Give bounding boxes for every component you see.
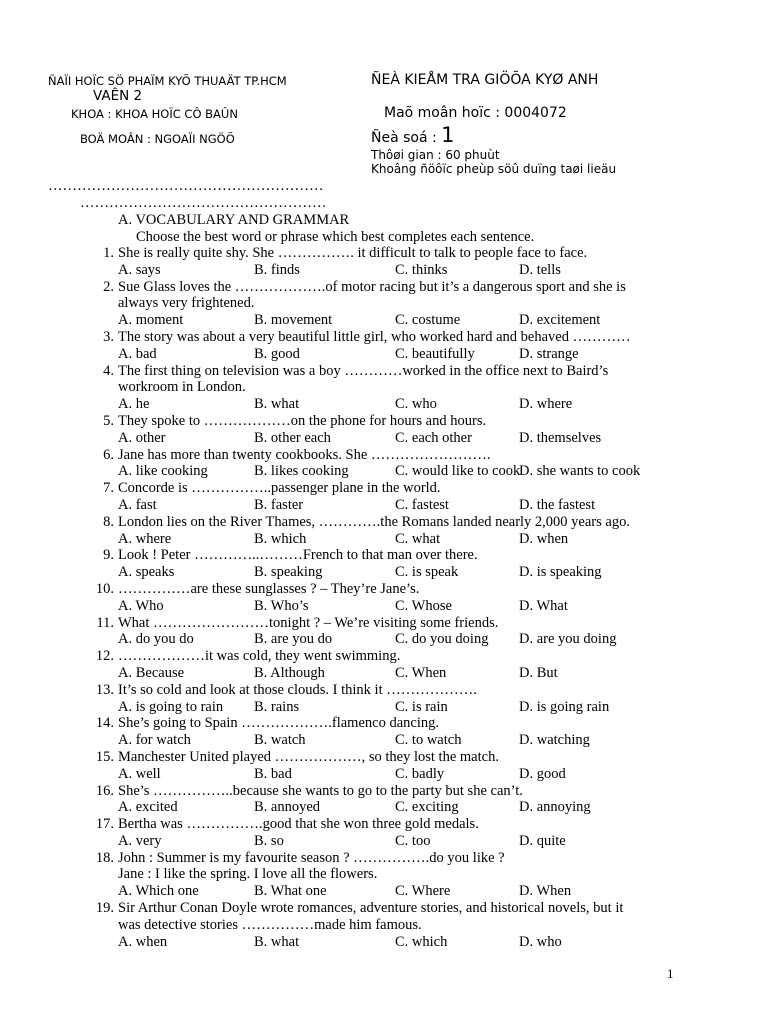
- question-number: 15.: [95, 748, 114, 765]
- question-stem: [118, 749, 663, 766]
- question-number: 11.: [96, 614, 114, 631]
- question-stem: [118, 850, 663, 884]
- question-number: 13.: [95, 681, 114, 698]
- dotted-line-2: ……………………………………………: [80, 195, 327, 211]
- question-stem: [118, 547, 663, 564]
- option-a[interactable]: A. Which one: [118, 883, 199, 900]
- option-a[interactable]: A. Who: [118, 597, 164, 614]
- option-c[interactable]: C. badly: [395, 765, 445, 782]
- answer-options: [118, 732, 768, 749]
- option-a[interactable]: A. fast: [118, 496, 157, 513]
- faculty-name: KHOA : KHOA HOÏC CÔ BAÛN: [71, 107, 238, 121]
- question-number: 1.: [103, 245, 114, 261]
- answer-options: [118, 883, 768, 900]
- option-d[interactable]: D. when: [519, 530, 569, 547]
- question-stem-line: They spoke to ………………on the phone for hours and hours.: [118, 412, 487, 429]
- option-b[interactable]: B. finds: [254, 261, 300, 278]
- exam-number: [371, 123, 455, 147]
- question-item: [0, 514, 768, 548]
- option-a[interactable]: A. very: [118, 832, 162, 849]
- question-stem-line: Jane has more than twenty cookbooks. She …………………….: [118, 446, 491, 463]
- option-b[interactable]: B. rains: [254, 698, 300, 715]
- option-b[interactable]: B. Although: [254, 664, 325, 681]
- course-code: Maõ moân hoïc : 0004072: [384, 105, 567, 121]
- option-c[interactable]: C. each other: [395, 429, 472, 446]
- answer-options: [118, 766, 768, 783]
- option-a[interactable]: A. is going to rain: [118, 698, 224, 715]
- answer-options: [118, 934, 768, 951]
- question-stem: [118, 581, 663, 598]
- answer-options: [118, 665, 768, 682]
- option-d[interactable]: D. the fastest: [519, 496, 596, 513]
- question-number: 9.: [103, 547, 114, 564]
- option-a[interactable]: A. speaks: [118, 564, 175, 581]
- option-c[interactable]: C. what: [395, 530, 441, 547]
- question-number: 14.: [95, 715, 114, 732]
- option-b[interactable]: B. likes cooking: [254, 463, 349, 480]
- question-stem: [118, 715, 663, 732]
- university-name: ÑAÏI HOÏC SÖ PHAÏM KYÕ THUAÄT TP.HCM: [48, 74, 287, 88]
- question-stem: [118, 648, 663, 665]
- option-c[interactable]: C. who: [395, 396, 437, 413]
- option-c[interactable]: C. exciting: [395, 799, 459, 816]
- question-number: 16.: [95, 782, 114, 799]
- option-d[interactable]: D. is going rain: [519, 698, 610, 715]
- option-b[interactable]: B. movement: [254, 312, 333, 329]
- question-stem: [118, 514, 663, 531]
- question-item: [0, 363, 768, 413]
- question-stem-line: The first thing on television was a boy …………worked in the office next to Baird’s: [118, 362, 609, 379]
- exam-title: ÑEÀ KIEÅM TRA GIÖÕA KYØ ANH: [371, 72, 599, 88]
- section-title: A. VOCABULARY AND GRAMMAR: [118, 212, 350, 228]
- question-stem-line: What ……………………tonight ? – We’re visiting some friends.: [118, 614, 499, 631]
- option-c[interactable]: C. is rain: [395, 698, 448, 715]
- question-item: [0, 648, 768, 682]
- question-stem-line: She’s going to Spain ……………….flamenco dancing.: [118, 715, 439, 732]
- question-number: 7.: [103, 480, 114, 497]
- question-list: [0, 245, 768, 950]
- option-a[interactable]: A. he: [118, 396, 150, 413]
- option-d[interactable]: D. are you doing: [519, 631, 617, 648]
- option-b[interactable]: B. speaking: [254, 564, 323, 581]
- option-b[interactable]: B. faster: [254, 496, 304, 513]
- question-stem-line: Sue Glass loves the ……………….of motor racing but it’s a dangerous sport and she is: [118, 278, 626, 295]
- option-d[interactable]: D. where: [519, 396, 573, 413]
- answer-options: [118, 631, 768, 648]
- question-stem-line: She’s ……………..because she wants to go to the party but she can’t.: [118, 782, 523, 799]
- option-d[interactable]: D. who: [519, 933, 562, 950]
- option-c[interactable]: C. too: [395, 832, 431, 849]
- question-item: [0, 615, 768, 649]
- exam-number-value: 1: [441, 123, 455, 147]
- option-c[interactable]: C. would like to cook: [395, 463, 521, 480]
- option-b[interactable]: B. what: [254, 396, 300, 413]
- option-b[interactable]: B. Who’s: [254, 597, 309, 614]
- question-stem: [118, 783, 663, 800]
- option-b[interactable]: B. what: [254, 933, 300, 950]
- question-stem: [118, 480, 663, 497]
- question-item: [0, 749, 768, 783]
- option-c[interactable]: C. Where: [395, 883, 451, 900]
- answer-options: [118, 799, 768, 816]
- university-name-cont: VAÊN 2: [93, 88, 143, 104]
- option-d[interactable]: D. What: [519, 597, 568, 614]
- option-b[interactable]: B. other each: [254, 429, 331, 446]
- question-stem: [118, 682, 663, 699]
- answer-options: [118, 396, 768, 413]
- question-stem-line: John : Summer is my favourite season ? …………….do you like ?: [118, 849, 505, 866]
- option-b[interactable]: B. are you do: [254, 631, 333, 648]
- materials-note: Khoâng ñöôïc pheùp söû duïng taøi lieäu: [371, 162, 617, 176]
- option-d[interactable]: D. annoying: [519, 799, 591, 816]
- question-number: 10.: [95, 580, 114, 597]
- answer-options: [118, 463, 768, 480]
- option-d[interactable]: D. When: [519, 883, 572, 900]
- option-a[interactable]: A. well: [118, 765, 161, 782]
- option-a[interactable]: A. where: [118, 530, 172, 547]
- option-a[interactable]: A. when: [118, 933, 168, 950]
- option-d[interactable]: D. is speaking: [519, 564, 602, 581]
- question-item: [0, 783, 768, 817]
- department-name: BOÄ MOÂN : NGOAÏI NGÖÕ: [80, 132, 235, 146]
- question-stem: [118, 329, 663, 346]
- option-b[interactable]: B. bad: [254, 765, 292, 782]
- question-number: 8.: [103, 513, 114, 530]
- option-d[interactable]: D. excitement: [519, 312, 601, 329]
- question-item: [0, 715, 768, 749]
- option-a[interactable]: A. moment: [118, 312, 184, 329]
- question-number: 19.: [95, 900, 114, 917]
- page-number: 1: [667, 966, 674, 981]
- option-b[interactable]: B. What one: [254, 883, 327, 900]
- question-stem-line: London lies on the River Thames, ………….the Romans landed nearly 2,000 years ago.: [118, 513, 630, 530]
- question-stem-line: Jane : I like the spring. I love all the flowers.: [118, 866, 378, 883]
- question-item: [0, 900, 768, 950]
- option-a[interactable]: A. other: [118, 429, 166, 446]
- question-stem: [118, 245, 663, 262]
- question-stem: [118, 816, 663, 833]
- question-stem-line: Bertha was …………….good that she won three gold medals.: [118, 816, 479, 833]
- option-a[interactable]: A. do you do: [118, 631, 194, 648]
- option-d[interactable]: D. she wants to cook: [519, 463, 641, 480]
- answer-options: [118, 833, 768, 850]
- option-c[interactable]: C. is speak: [395, 564, 459, 581]
- option-c[interactable]: C. When: [395, 664, 447, 681]
- question-stem: [118, 447, 663, 464]
- dotted-line-1: …………………………………………………: [48, 178, 324, 194]
- question-number: 17.: [95, 816, 114, 833]
- question-item: [0, 682, 768, 716]
- option-a[interactable]: A. like cooking: [118, 463, 208, 480]
- question-stem-line: ………………it was cold, they went swimming.: [118, 648, 401, 665]
- option-b[interactable]: B. annoyed: [254, 799, 321, 816]
- question-stem-line: The story was about a very beautiful little girl, who worked hard and behaved …………: [118, 328, 631, 345]
- option-b[interactable]: B. watch: [254, 732, 306, 749]
- question-item: [0, 329, 768, 363]
- question-stem: [118, 279, 663, 313]
- option-c[interactable]: C. Whose: [395, 597, 452, 614]
- question-stem: [118, 615, 663, 632]
- answer-options: [118, 564, 768, 581]
- option-d[interactable]: D. quite: [519, 832, 566, 849]
- question-number: 2.: [103, 278, 114, 295]
- question-item: [0, 547, 768, 581]
- question-item: [0, 279, 768, 329]
- option-b[interactable]: B. so: [254, 832, 284, 849]
- question-number: 4.: [103, 362, 114, 379]
- question-number: 5.: [103, 412, 114, 429]
- answer-options: [118, 531, 768, 548]
- question-number: 6.: [103, 446, 114, 463]
- answer-options: [118, 262, 768, 279]
- question-item: [0, 413, 768, 447]
- question-stem-line: Concorde is ……………..passenger plane in the world.: [118, 480, 441, 497]
- option-d[interactable]: D. strange: [519, 345, 579, 362]
- option-d[interactable]: D. tells: [519, 261, 561, 278]
- option-d[interactable]: D. good: [519, 765, 566, 782]
- option-c[interactable]: C. costume: [395, 312, 461, 329]
- answer-options: [118, 699, 768, 716]
- question-number: 18.: [95, 849, 114, 866]
- question-stem-line: Look ! Peter …………..………French to that man over there.: [118, 547, 478, 564]
- option-c[interactable]: C. fastest: [395, 496, 449, 513]
- option-d[interactable]: D. themselves: [519, 429, 602, 446]
- section-instruction: Choose the best word or phrase which best completes each sentence.: [136, 229, 535, 245]
- option-c[interactable]: C. beautifully: [395, 345, 475, 362]
- question-stem-line: workroom in London.: [118, 379, 246, 396]
- question-number: 3.: [103, 328, 114, 345]
- option-b[interactable]: B. good: [254, 345, 300, 362]
- option-c[interactable]: C. do you doing: [395, 631, 489, 648]
- question-stem-line: Manchester United played ………………, so they lost the match.: [118, 748, 499, 765]
- question-item: [0, 480, 768, 514]
- option-a[interactable]: A. excited: [118, 799, 178, 816]
- option-d[interactable]: D. watching: [519, 732, 590, 749]
- option-a[interactable]: A. says: [118, 261, 161, 278]
- question-stem-line: It’s so cold and look at those clouds. I think it ……………….: [118, 681, 477, 698]
- answer-options: [118, 346, 768, 363]
- option-c[interactable]: C. which: [395, 933, 448, 950]
- option-c[interactable]: C. thinks: [395, 261, 448, 278]
- option-c[interactable]: C. to watch: [395, 732, 462, 749]
- question-stem: [118, 900, 663, 934]
- question-number: 12.: [95, 648, 114, 665]
- question-item: [0, 581, 768, 615]
- option-d[interactable]: D. But: [519, 664, 558, 681]
- question-stem-line: She is really quite shy. She ……………. it difficult to talk to people face to face.: [118, 245, 588, 261]
- answer-options: [118, 497, 768, 514]
- exam-number-label: Ñeà soá :: [371, 130, 442, 146]
- question-item: [0, 447, 768, 481]
- question-stem-line: always very frightened.: [118, 295, 255, 312]
- answer-options: [118, 312, 768, 329]
- answer-options: [118, 430, 768, 447]
- question-item: [0, 850, 768, 900]
- question-stem-line: Sir Arthur Conan Doyle wrote romances, adventure stories, and historical novels, but it: [118, 900, 624, 917]
- answer-options: [118, 598, 768, 615]
- question-stem: [118, 413, 663, 430]
- option-a[interactable]: A. for watch: [118, 732, 191, 749]
- option-b[interactable]: B. which: [254, 530, 307, 547]
- option-a[interactable]: A. Because: [118, 664, 185, 681]
- question-item: [0, 816, 768, 850]
- option-a[interactable]: A. bad: [118, 345, 157, 362]
- exam-duration: Thôøi gian : 60 phuùt: [371, 148, 500, 162]
- question-stem: [118, 363, 663, 397]
- question-stem-line: was detective stories ……………made him famous.: [118, 916, 422, 933]
- question-item: [0, 245, 768, 279]
- question-stem-line: ……………are these sunglasses ? – They’re Jane’s.: [118, 580, 420, 597]
